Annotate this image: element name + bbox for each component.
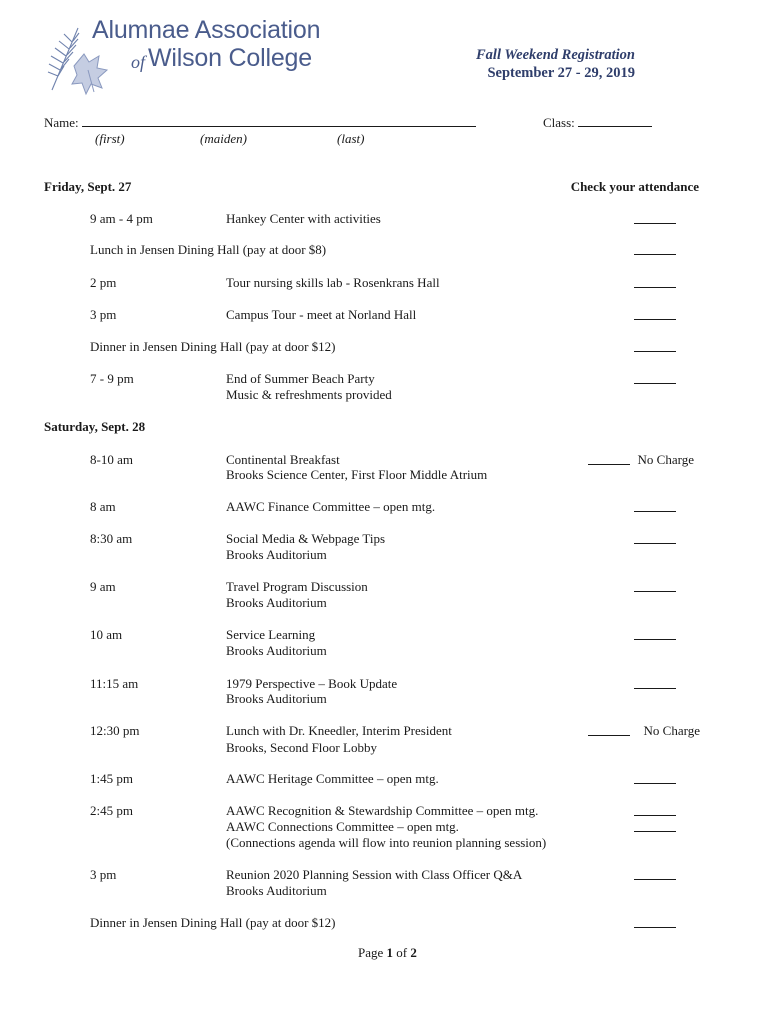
- no-charge-note: No Charge: [637, 452, 694, 467]
- friday-desc: End of Summer Beach Party: [226, 371, 375, 386]
- friday-time: 2 pm: [90, 275, 117, 290]
- friday-desc: Campus Tour - meet at Norland Hall: [226, 307, 417, 322]
- saturday-desc: Social Media & Webpage Tips: [226, 531, 386, 546]
- saturday-time: 8:30 am: [90, 531, 133, 546]
- page-total: 2: [410, 945, 417, 960]
- saturday-desc: (Connections agenda will flow into reunion planning session): [226, 835, 547, 850]
- event-title: Fall Weekend Registration: [476, 47, 635, 63]
- attendance-checkbox-line[interactable]: [634, 805, 676, 816]
- saturday-desc: Brooks Auditorium: [226, 691, 327, 706]
- saturday-time: 11:15 am: [90, 676, 139, 691]
- attendance-checkbox-line[interactable]: [634, 341, 676, 352]
- saturday-desc: Brooks Science Center, First Floor Middle Atrium: [226, 467, 488, 482]
- friday-time: 7 - 9 pm: [90, 371, 134, 386]
- attendance-checkbox-line[interactable]: [634, 773, 676, 784]
- saturday-time: 12:30 pm: [90, 723, 140, 738]
- class-label: Class:: [543, 115, 575, 130]
- attendance-checkbox-line[interactable]: [634, 917, 676, 928]
- friday-time: 3 pm: [90, 307, 117, 322]
- name-sub-first: (first): [95, 131, 125, 146]
- name-field[interactable]: [44, 115, 476, 131]
- attendance-checkbox-line[interactable]: [634, 678, 676, 689]
- name-blank-line[interactable]: [82, 116, 476, 127]
- saturday-time: 9 am: [90, 579, 116, 594]
- saturday-time: 2:45 pm: [90, 803, 133, 818]
- attendance-checkbox-line[interactable]: [634, 821, 676, 832]
- class-blank-line[interactable]: [578, 116, 652, 127]
- page-prefix: Page: [358, 945, 384, 960]
- saturday-desc: AAWC Finance Committee – open mtg.: [226, 499, 436, 514]
- saturday-desc: Brooks Auditorium: [226, 643, 327, 658]
- friday-full: Lunch in Jensen Dining Hall (pay at door $8): [90, 242, 327, 257]
- saturday-desc: Reunion 2020 Planning Session with Class Officer Q&A: [226, 867, 523, 882]
- saturday-desc: AAWC Connections Committee – open mtg.: [226, 819, 459, 834]
- attendance-checkbox-line[interactable]: [634, 244, 676, 255]
- attendance-checkbox-line[interactable]: [634, 869, 676, 880]
- attendance-checkbox-line[interactable]: [634, 213, 676, 224]
- attendance-checkbox-line[interactable]: [634, 629, 676, 640]
- saturday-desc: Brooks Auditorium: [226, 547, 327, 562]
- saturday-time: 1:45 pm: [90, 771, 133, 786]
- saturday-desc: 1979 Perspective – Book Update: [226, 676, 398, 691]
- saturday-desc: Continental Breakfast: [226, 452, 340, 467]
- no-charge-note: No Charge: [643, 723, 700, 738]
- saturday-desc: Brooks Auditorium: [226, 883, 327, 898]
- name-sub-maiden: (maiden): [200, 131, 247, 146]
- logo-of: of: [131, 52, 146, 72]
- saturday-desc: Service Learning: [226, 627, 316, 642]
- logo-line-2: Wilson College: [148, 44, 312, 72]
- attendance-checkbox-line[interactable]: [634, 309, 676, 320]
- saturday-desc: Brooks Auditorium: [226, 595, 327, 610]
- page-indicator: [358, 945, 417, 961]
- class-field[interactable]: [543, 115, 652, 131]
- saturday-full: Dinner in Jensen Dining Hall (pay at door $12): [90, 915, 336, 930]
- friday-desc: Hankey Center with activities: [226, 211, 381, 226]
- page-of: of: [396, 945, 408, 960]
- event-dates: September 27 - 29, 2019: [487, 65, 635, 81]
- attendance-checkbox-line[interactable]: [588, 725, 630, 736]
- attendance-checkbox-line[interactable]: [588, 454, 630, 465]
- saturday-desc: AAWC Recognition & Stewardship Committee – open mtg.: [226, 803, 539, 818]
- attendance-checkbox-line[interactable]: [634, 277, 676, 288]
- friday-desc: Tour nursing skills lab - Rosenkrans Hall: [226, 275, 440, 290]
- saturday-desc: Brooks, Second Floor Lobby: [226, 740, 377, 755]
- attendance-checkbox-line[interactable]: [634, 533, 676, 544]
- association-logo: [44, 18, 334, 100]
- friday-full: Dinner in Jensen Dining Hall (pay at door $12): [90, 339, 336, 354]
- friday-heading: Friday, Sept. 27: [44, 179, 132, 194]
- saturday-desc: AAWC Heritage Committee – open mtg.: [226, 771, 439, 786]
- logo-line-1: Alumnae Association: [92, 16, 321, 44]
- attendance-checkbox-line[interactable]: [634, 373, 676, 384]
- name-sub-last: (last): [337, 131, 365, 146]
- saturday-heading: Saturday, Sept. 28: [44, 419, 146, 434]
- attendance-heading: Check your attendance: [570, 179, 699, 194]
- saturday-time: 10 am: [90, 627, 123, 642]
- page-number: 1: [386, 945, 394, 960]
- saturday-time: 3 pm: [90, 867, 117, 882]
- saturday-time: 8 am: [90, 499, 116, 514]
- saturday-desc: Lunch with Dr. Kneedler, Interim President: [226, 723, 452, 738]
- attendance-checkbox-line[interactable]: [634, 501, 676, 512]
- attendance-checkbox-line[interactable]: [634, 581, 676, 592]
- saturday-desc: Travel Program Discussion: [226, 579, 368, 594]
- saturday-time: 8-10 am: [90, 452, 133, 467]
- friday-desc: Music & refreshments provided: [226, 387, 392, 402]
- name-label: Name:: [44, 115, 79, 130]
- friday-time: 9 am - 4 pm: [90, 211, 153, 226]
